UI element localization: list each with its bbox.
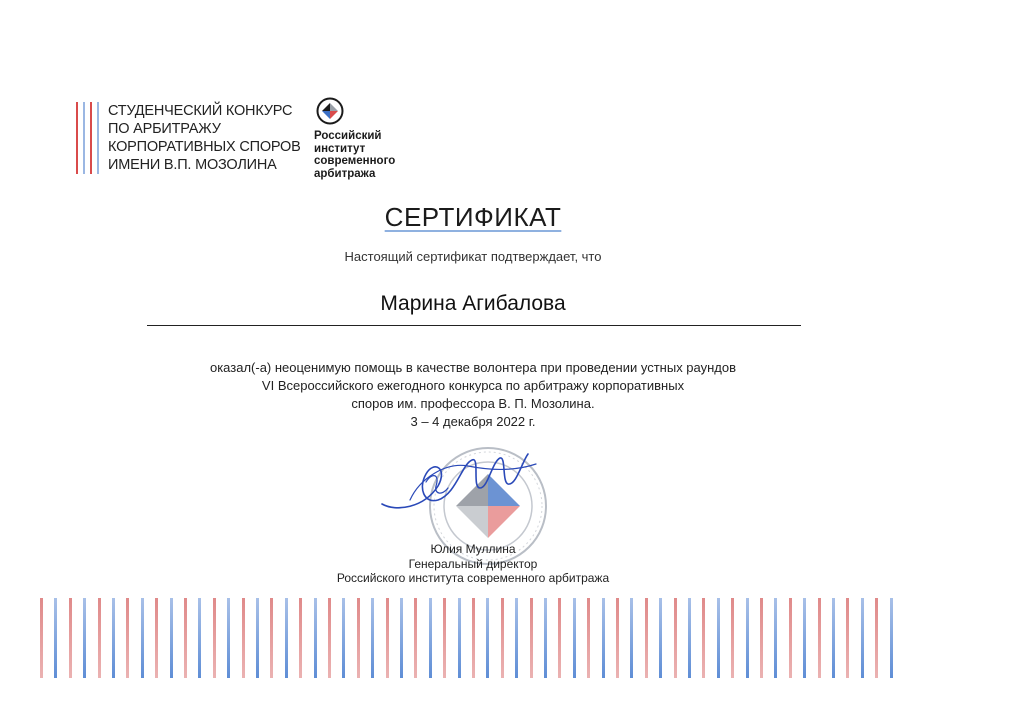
certificate-title <box>0 202 946 233</box>
decorative-stripe <box>256 598 259 678</box>
signer-name: Юлия Муллина <box>430 542 516 556</box>
decorative-stripe <box>112 598 115 678</box>
decorative-stripe <box>443 598 446 678</box>
certificate-body <box>0 359 946 431</box>
decorative-stripe <box>515 598 518 678</box>
decorative-stripe <box>299 598 302 678</box>
recipient-name: Марина Агибалова <box>380 292 566 315</box>
institute-name-line: арбитража <box>314 167 376 180</box>
contest-title-line: СТУДЕНЧЕСКИЙ КОНКУРС <box>108 103 293 119</box>
decorative-stripe <box>760 598 763 678</box>
decorative-stripe <box>371 598 374 678</box>
decorative-stripe <box>486 598 489 678</box>
contest-title <box>108 102 301 174</box>
decorative-stripe <box>558 598 561 678</box>
decorative-stripe <box>141 598 144 678</box>
decorative-stripe <box>731 598 734 678</box>
decorative-stripe <box>184 598 187 678</box>
decorative-stripe <box>458 598 461 678</box>
contest-title-line: ИМЕНИ В.П. МОЗОЛИНА <box>108 157 277 173</box>
signer-position: Генеральный директор <box>408 556 538 571</box>
decorative-stripe <box>342 598 345 678</box>
decorative-stripe <box>472 598 475 678</box>
decorative-stripe <box>587 598 590 678</box>
body-line: VI Всероссийского ежегодного конкурса по арбитражу корпоративных <box>261 378 685 393</box>
decorative-stripe <box>400 598 403 678</box>
decorative-stripe <box>875 598 878 678</box>
decorative-stripe <box>285 598 288 678</box>
decorative-stripe <box>630 598 633 678</box>
contest-title-line: КОРПОРАТИВНЫХ СПОРОВ <box>108 139 301 155</box>
decorative-stripe <box>832 598 835 678</box>
decorative-stripe <box>890 598 893 678</box>
decorative-stripe <box>54 598 57 678</box>
decorative-stripe <box>717 598 720 678</box>
decorative-stripe <box>746 598 749 678</box>
decorative-stripe <box>429 598 432 678</box>
decorative-stripe <box>573 598 576 678</box>
decorative-stripe <box>414 598 417 678</box>
signer-organization: Российского института современного арбитража <box>336 571 610 585</box>
certificate-title-text: СЕРТИФИКАТ <box>384 202 562 232</box>
decorative-stripe <box>213 598 216 678</box>
decorative-stripe <box>170 598 173 678</box>
institute-header <box>314 97 424 182</box>
decorative-stripes <box>40 598 900 678</box>
decorative-stripe <box>40 598 43 678</box>
confirm-text: Настоящий сертификат подтверждает, что <box>344 249 602 264</box>
decorative-stripe <box>818 598 821 678</box>
decorative-stripe <box>659 598 662 678</box>
body-line: оказал(-а) неоценимую помощь в качестве волонтера при проведении устных раундов <box>209 360 737 375</box>
decorative-stripe <box>616 598 619 678</box>
decorative-stripe <box>774 598 777 678</box>
contest-header <box>76 102 306 174</box>
decorative-stripe <box>702 598 705 678</box>
decorative-stripe <box>328 598 331 678</box>
decorative-stripe <box>126 598 129 678</box>
decorative-stripe <box>501 598 504 678</box>
institute-name-line: институт <box>314 142 366 155</box>
signer-block <box>0 542 946 586</box>
decorative-stripe <box>242 598 245 678</box>
institute-name-line: Российский <box>314 130 382 142</box>
recipient-underline <box>147 325 801 326</box>
decorative-stripe <box>803 598 806 678</box>
body-line: споров им. профессора В. П. Мозолина. <box>351 396 595 411</box>
handwritten-signature <box>376 442 546 522</box>
decorative-stripe <box>69 598 72 678</box>
decorative-stripe <box>846 598 849 678</box>
decorative-stripe <box>602 598 605 678</box>
decorative-stripe <box>688 598 691 678</box>
decorative-stripe <box>530 598 533 678</box>
decorative-stripe <box>155 598 158 678</box>
decorative-stripe <box>198 598 201 678</box>
decorative-stripe <box>227 598 230 678</box>
decorative-stripe <box>674 598 677 678</box>
decorative-stripe <box>83 598 86 678</box>
institute-name <box>314 130 395 180</box>
decorative-stripe <box>861 598 864 678</box>
decorative-stripe <box>357 598 360 678</box>
vertical-stripes-icon <box>76 102 100 174</box>
decorative-stripe <box>544 598 547 678</box>
institute-name-line: современного <box>314 155 396 167</box>
event-date: 3 – 4 декабря 2022 г. <box>410 414 536 429</box>
contest-title-line: ПО АРБИТРАЖУ <box>108 121 221 137</box>
decorative-stripe <box>98 598 101 678</box>
decorative-stripe <box>314 598 317 678</box>
decorative-stripe <box>270 598 273 678</box>
decorative-stripe <box>386 598 389 678</box>
arbitration-institute-logo-icon <box>316 97 344 125</box>
decorative-stripe <box>789 598 792 678</box>
decorative-stripe <box>645 598 648 678</box>
